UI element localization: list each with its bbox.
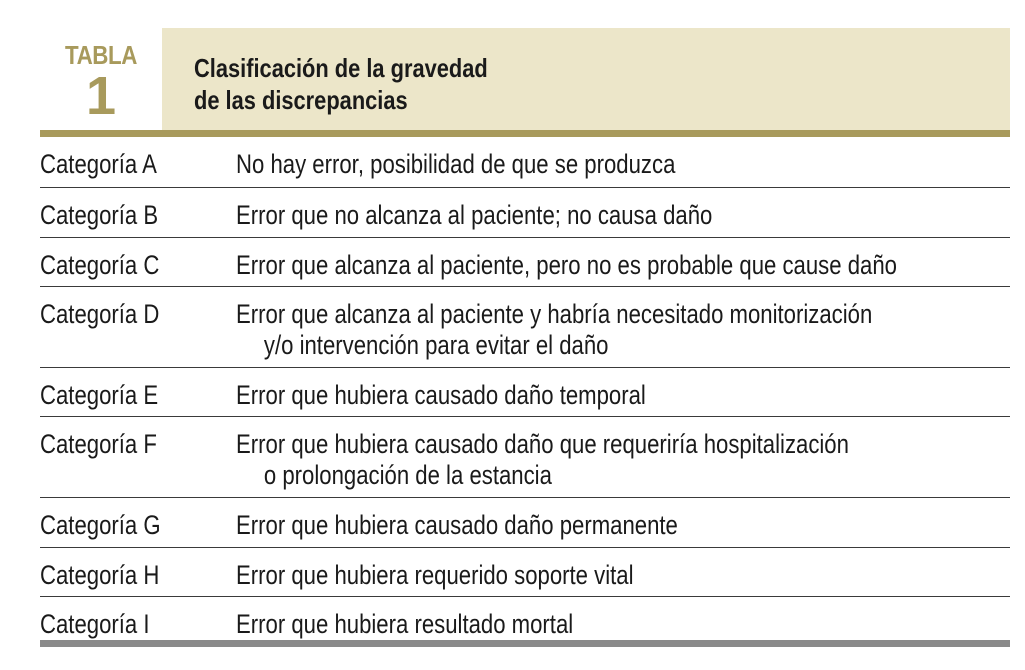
description-cell [236, 299, 872, 361]
table-label: TABLA [65, 40, 137, 70]
table-row [40, 368, 1010, 417]
table-row [40, 287, 1010, 368]
classification-table [40, 137, 1010, 647]
description-line: Error que hubiera causado daño que requeriría hospitalización [236, 429, 849, 459]
description-cell [236, 149, 675, 180]
table-title-line-1: Clasificación de la gravedad [194, 53, 488, 83]
description-cell [236, 510, 678, 541]
description-line: Error que hubiera causado daño temporal [236, 380, 646, 410]
table-title-box [162, 28, 1010, 130]
table-header [40, 28, 1010, 130]
category-cell: Categoría C [40, 250, 160, 280]
table-row [40, 548, 1010, 597]
table-row [40, 238, 1010, 287]
header-rule [40, 130, 1010, 137]
description-line: Error que hubiera requerido soporte vital [236, 560, 634, 590]
description-line: Error que no alcanza al paciente; no causa daño [236, 200, 713, 230]
description-line: o prolongación de la estancia [263, 460, 552, 490]
category-cell: Categoría G [40, 510, 161, 540]
description-cell [236, 250, 897, 281]
description-cell [236, 200, 712, 231]
description-line: Error que hubiera resultado mortal [236, 609, 574, 639]
description-line: Error que alcanza al paciente, pero no es probable que cause daño [236, 250, 897, 280]
description-line: y/o intervención para evitar el daño [263, 330, 609, 360]
category-cell: Categoría A [40, 149, 157, 179]
category-cell: Categoría H [40, 560, 160, 590]
table-title [194, 52, 488, 116]
description-cell [236, 560, 634, 591]
table-number-box [40, 28, 162, 130]
category-cell: Categoría F [40, 429, 157, 459]
table-row [40, 137, 1010, 188]
category-cell: Categoría B [40, 200, 159, 230]
description-line: Error que alcanza al paciente y habría necesitado monitorización [236, 299, 873, 329]
table-row [40, 498, 1010, 548]
category-cell: Categoría E [40, 380, 159, 410]
table-title-line-2: de las discrepancias [194, 85, 408, 115]
description-line: No hay error, posibilidad de que se produzca [236, 149, 676, 179]
table-row [40, 188, 1010, 238]
description-cell [236, 429, 849, 491]
table-number: 1 [85, 66, 117, 126]
bottom-rule [40, 640, 1010, 647]
description-cell [236, 609, 573, 640]
description-line: Error que hubiera causado daño permanente [236, 510, 678, 540]
category-cell: Categoría D [40, 299, 160, 329]
table-row [40, 417, 1010, 498]
description-cell [236, 380, 646, 411]
category-cell: Categoría I [40, 609, 150, 639]
